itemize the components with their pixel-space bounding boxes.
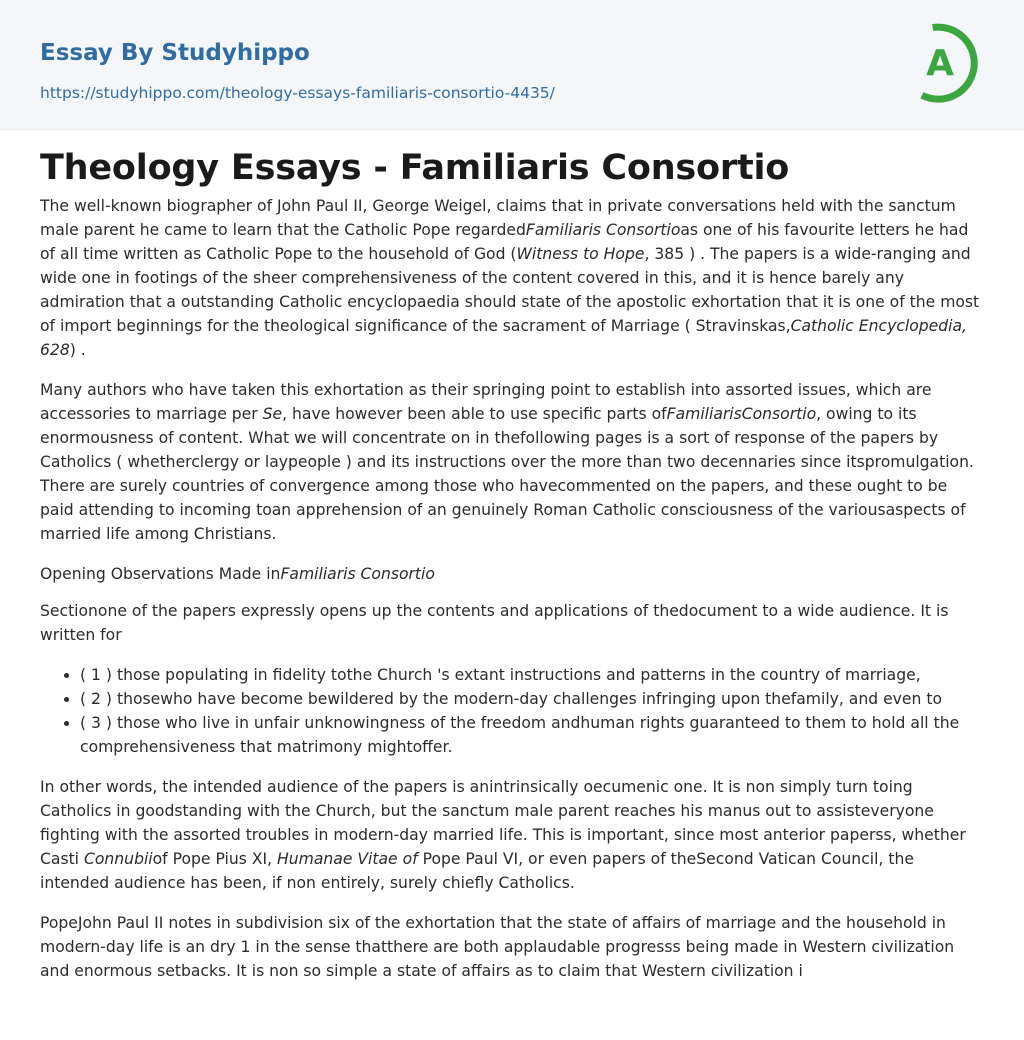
article-body: [0, 130, 1024, 983]
paragraph-4: In other words, the intended audience of the papers is anintrinsically oecumenic one. It is non simply turn toing Catholics in goodstanding with the Church, but the sanctum male parent reaches his manus out to assisteveryone fighting with the assorted troubles in modern-day married life. This is important, since most anterior paperss, whether Casti Connubiiof Pope Pius XI, Humanae Vitae of Pope Paul VI, or even papers of theSecond Vatican Council, the intended audience has been, if non entirely, surely chiefly Catholics.: [40, 778, 966, 892]
list-item: • ( 3 ) those who live in unfair unknowingness of the freedom andhuman rights guaranteed to them to hold all the comprehensiveness that matrimony mightoffer.: [80, 711, 984, 759]
studyhippo-logo-icon[interactable]: [912, 20, 985, 104]
logo-letter: A: [926, 43, 954, 84]
page-title: Theology Essays - Familiaris Consortio: [40, 148, 790, 188]
paragraph-2: Many authors who have taken this exhortation as their springing point to establish into assorted issues, which are accessories to marriage per Se, have however been able to use specific parts ofFamiliarisConsortio, owing to its enormousness of content. What we will concentrate on in thefollowing pages is a sort of response of the papers by Catholics ( whetherclergy or laypeople ) and its instructions over the more than two decennaries since itspromulgation. There are surely countries of convergence among those who havecommented on the papers, and these ought to be paid attending to incoming toan apprehension of an genuinely Roman Catholic consciousness of the variousaspects of married life among Christians.: [40, 381, 974, 543]
list-item: • ( 2 ) thosewho have become bewildered by the modern-day challenges infringing upon thefamily, and even to: [80, 687, 984, 711]
paragraph-1: The well-known biographer of John Paul II, George Weigel, claims that in private conversations held with the sanctum male parent he came to learn that the Catholic Pope regardedFamiliaris Consortioas one of his favourite letters he had of all time written as Catholic Pope to the household of God (Witness to Hope, 385 ) . The papers is a wide-ranging and wide one in footings of the sheer comprehensiveness of the content covered in this, and it is hence barely any admiration that a outstanding Catholic encyclopaedia should state of the apostolic exhortation that it is one of the most of import beginnings for the theological significance of the sacrament of Marriage ( Stravinskas,Catholic Encyclopedia, 628) .: [40, 197, 980, 359]
paragraph-5: PopeJohn Paul II notes in subdivision six of the exhortation that the state of affairs of marriage and the household in modern-day life is an dry 1 in the sense thatthere are both applaudable progresss being made in Western civilization and enormous setbacks. It is non so simple a state of affairs as to claim that Western civilization i: [40, 914, 955, 980]
list-item: • ( 1 ) those populating in fidelity tothe Church 's extant instructions and patterns in the country of marriage,: [80, 663, 984, 687]
site-title[interactable]: Essay By Studyhippo: [40, 40, 310, 66]
audience-list: [40, 663, 984, 759]
paragraph-3: Sectionone of the papers expressly opens up the contents and applications of thedocument to a wide audience. It is written for: [40, 602, 949, 644]
site-header: [0, 0, 1024, 130]
essay-url-link[interactable]: https://studyhippo.com/theology-essays-familiaris-consortio-4435/: [40, 84, 555, 102]
section-subheading: Opening Observations Made inFamiliaris Consortio: [40, 565, 435, 583]
